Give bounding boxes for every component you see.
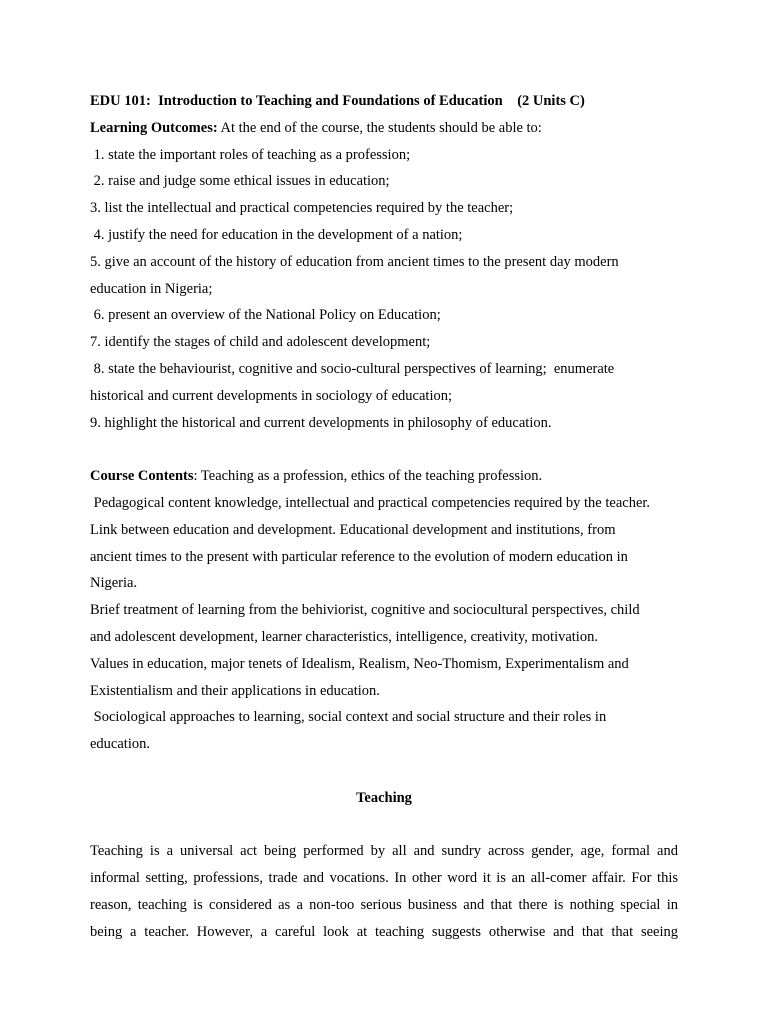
course-contents-line: Pedagogical content knowledge, intellectual and practical competencies required by the teacher. (90, 494, 651, 511)
course-contents-line: Values in education, major tenets of Idealism, Realism, Neo-Thomism, Experimentalism and (90, 655, 629, 672)
course-contents-line: ancient times to the present with particular reference to the evolution of modern education in (90, 548, 628, 565)
outcome-item: 6. present an overview of the National Policy on Education; (90, 307, 441, 324)
outcome-item: historical and current developments in sociology of education; (90, 387, 452, 404)
outcome-item: 3. list the intellectual and practical competencies required by the teacher; (90, 200, 514, 217)
course-contents-line: education. (90, 736, 150, 753)
course-heading (90, 88, 678, 115)
outcome-item: 7. identify the stages of child and adolescent development; (90, 334, 431, 351)
outcome-item: education in Nigeria; (90, 280, 213, 297)
section-gap (90, 758, 678, 785)
learning-outcomes-intro-text: At the end of the course, the students should be able to: (217, 119, 542, 136)
course-contents-line: Nigeria. (90, 575, 138, 592)
outcome-item: 5. give an account of the history of education from ancient times to the present day modern (90, 253, 619, 270)
course-contents-line: Sociological approaches to learning, social context and social structure and their roles in (90, 709, 607, 726)
teaching-paragraph-line: reason, teaching is considered as a non-too serious business and that there is nothing special in (90, 896, 678, 913)
outcome-item: 1. state the important roles of teaching as a profession; (90, 146, 411, 163)
course-units: (2 Units C) (517, 93, 585, 109)
teaching-paragraph-line: being a teacher. However, a careful look at teaching suggests otherwise and that that seeing (90, 923, 678, 940)
course-code: EDU 101: (90, 93, 151, 109)
course-contents-intro (90, 463, 678, 490)
outcome-item: 4. justify the need for education in the development of a nation; (90, 226, 463, 243)
course-title: Introduction to Teaching and Foundations of Education (158, 93, 503, 109)
teaching-paragraph-line: Teaching is a universal act being performed by all and sundry across gender, age, formal and (90, 843, 678, 860)
section-gap (90, 812, 678, 839)
course-contents-line: Link between education and development. Educational development and institutions, from (90, 521, 616, 538)
learning-outcomes-label: Learning Outcomes: (90, 119, 218, 136)
outcome-item: 2. raise and judge some ethical issues in education; (90, 173, 390, 190)
document-page (90, 88, 678, 946)
outcome-item: 8. state the behaviourist, cognitive and socio-cultural perspectives of learning; enumerate (90, 360, 615, 377)
section-gap (90, 436, 678, 463)
outcome-item: 9. highlight the historical and current developments in philosophy of education. (90, 414, 552, 431)
course-contents-line: and adolescent development, learner characteristics, intelligence, creativity, motivation. (90, 628, 598, 645)
course-contents-first-line: : Teaching as a profession, ethics of the teaching profession. (193, 468, 543, 485)
course-contents-line: Existentialism and their applications in education. (90, 682, 380, 699)
course-contents-line: Brief treatment of learning from the behiviorist, cognitive and sociocultural perspectives, child (90, 602, 640, 619)
course-contents-label: Course Contents (90, 468, 194, 485)
learning-outcomes-intro (90, 115, 678, 142)
teaching-paragraph-line: informal setting, professions, trade and vocations. In other word it is an all-comer affair. For this (90, 870, 678, 887)
teaching-section-title: Teaching (356, 789, 412, 806)
